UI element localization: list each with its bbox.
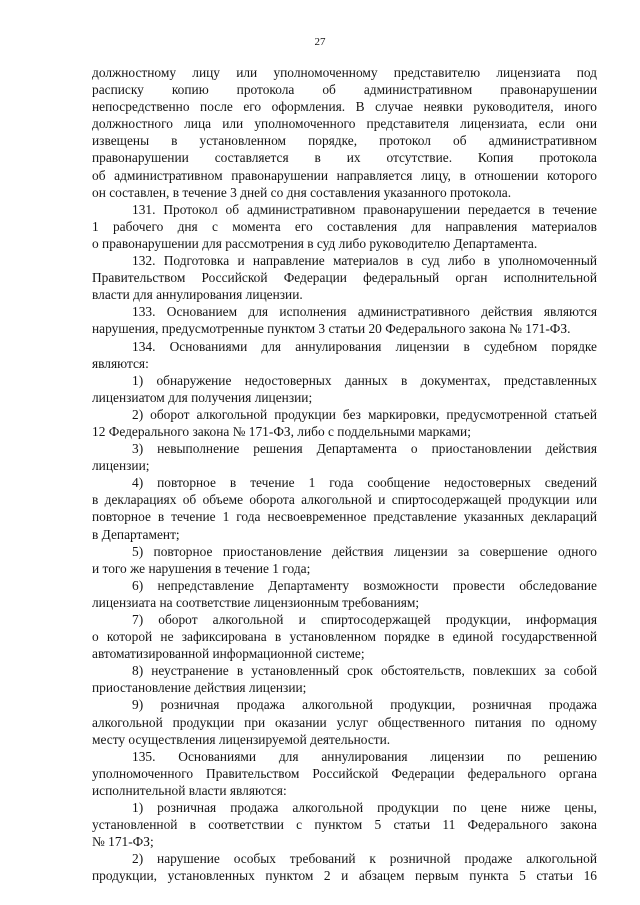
text-line: автоматизированной информационной системе; bbox=[92, 646, 365, 662]
text-line: приостановление действия лицензии; bbox=[92, 680, 307, 696]
text-line: лицензиата на соответствие лицензионным требованиям; bbox=[92, 594, 420, 610]
text-line: он составлен, в течение 3 дней со дня составления указанного протокола. bbox=[92, 184, 512, 200]
text-line: 4) повторное в течение 1 года сообщение недостоверных сведений bbox=[132, 475, 597, 491]
text-line: 12 Федерального закона № 171-ФЗ, либо с поддельными марками; bbox=[92, 423, 471, 439]
text-line: 1) обнаружение недостоверных данных в документах, представленных bbox=[132, 372, 597, 388]
text-line: 134. Основаниями для аннулирования лицензии в судебном порядке bbox=[132, 338, 597, 354]
text-line: расписку копию протокола об административном правонарушении bbox=[92, 82, 597, 98]
text-line: 7) оборот алкогольной и спиртосодержащей продукции, информация bbox=[132, 612, 597, 627]
text-line: правонарушении составляется в их отсутствие. Копия протокола bbox=[92, 150, 597, 166]
text-line: 9) розничная продажа алкогольной продукции, розничная продажа bbox=[132, 697, 597, 713]
text-line: нарушения, предусмотренные пунктом 3 статьи 20 Федерального закона № 171-ФЗ. bbox=[92, 321, 571, 337]
text-line: об административном правонарушении направляется лицу, в отношении которого bbox=[92, 167, 597, 183]
text-line: повторное в течение 1 года несвоевременное представление указанных деклараций bbox=[92, 509, 597, 525]
text-line: 132. Подготовка и направление материалов в суд либо в уполномоченный bbox=[132, 253, 597, 269]
text-line: Правительством Российской Федерации федеральный орган исполнительной bbox=[92, 270, 597, 286]
text-line: должностному лицу или уполномоченному представителю лицензиата под bbox=[92, 65, 597, 80]
text-line: 2) нарушение особых требований к розничной продаже алкогольной bbox=[132, 851, 597, 867]
text-line: в декларациях об объеме оборота алкогольной и спиртосодержащей продукции или bbox=[92, 492, 597, 508]
text-line: 2) оборот алкогольной продукции без маркировки, предусмотренной статьей bbox=[132, 406, 597, 422]
text-line: извещены в установленном порядке, протокол об административном bbox=[92, 133, 597, 149]
text-line: о которой не зафиксирована в установленном порядке в единой государственной bbox=[92, 629, 597, 645]
text-line: непосредственно после его оформления. В случае неявки руководителя, иного bbox=[92, 99, 597, 115]
text-line: 5) повторное приостановление действия лицензии за совершение одного bbox=[132, 543, 597, 559]
text-line: 1 рабочего дня с момента его составления для направления материалов bbox=[92, 218, 597, 234]
text-line: 131. Протокол об административном правонарушении передается в течение bbox=[132, 201, 597, 217]
text-line: 1) розничная продажа алкогольной продукции по цене ниже цены, bbox=[132, 800, 597, 816]
text-line: лицензиатом для получения лицензии; bbox=[92, 389, 313, 405]
text-line: установленной в соответствии с пунктом 5 статьи 11 Федерального закона bbox=[92, 817, 597, 833]
text-line: 135. Основаниями для аннулирования лицензии по решению bbox=[132, 748, 597, 764]
text-line: уполномоченного Правительством Российской Федерации федерального органа bbox=[92, 765, 597, 781]
text-line: исполнительной власти являются: bbox=[92, 782, 287, 798]
text-line: власти для аннулирования лицензии. bbox=[92, 287, 303, 303]
text-line: продукции, установленных пунктом 2 и абзацем первым пункта 5 статьи 16 bbox=[92, 868, 597, 884]
text-line: 6) непредставление Департаменту возможности провести обследование bbox=[132, 577, 597, 593]
text-line: 3) невыполнение решения Департамента о приостановлении действия bbox=[132, 441, 597, 457]
text-line: месту осуществления лицензируемой деятельности. bbox=[92, 731, 391, 747]
text-line: о правонарушении для рассмотрения в суд либо руководителю Департамента. bbox=[92, 235, 538, 251]
document-body bbox=[92, 64, 597, 885]
text-line: и того же нарушения в течение 1 года; bbox=[92, 560, 311, 576]
text-line: должностного лица или уполномоченного представителя лицензиата, если они bbox=[92, 116, 597, 132]
page-number: 27 bbox=[314, 36, 326, 48]
text-line: являются: bbox=[92, 355, 149, 371]
text-line: № 171-ФЗ; bbox=[92, 834, 154, 850]
text-line: 8) неустранение в установленный срок обстоятельств, повлекших за собой bbox=[132, 663, 597, 679]
text-line: алкогольной продукции при оказании услуг общественного питания по одному bbox=[92, 714, 597, 730]
text-line: лицензии; bbox=[92, 458, 150, 474]
text-line: 133. Основанием для исполнения административного действия являются bbox=[132, 304, 597, 320]
text-line: в Департамент; bbox=[92, 526, 180, 542]
